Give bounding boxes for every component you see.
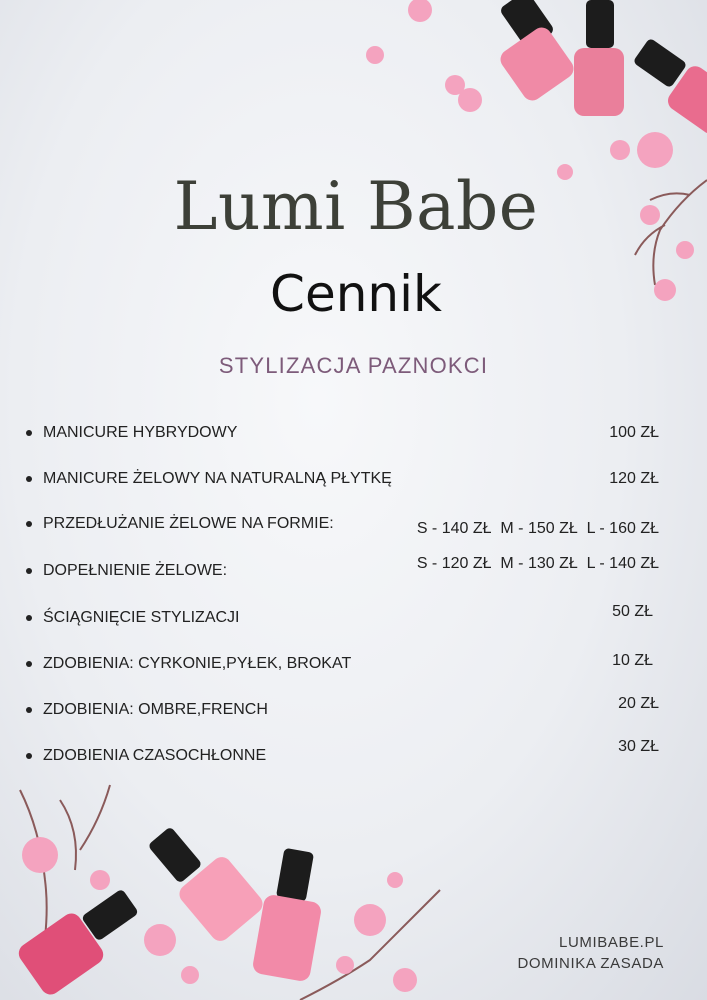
- service-name: ZDOBIENIA CZASOCHŁONNE: [43, 747, 267, 764]
- nail-polish-bottle-icon: [15, 888, 139, 998]
- bottom-left-decoration: [0, 770, 450, 1000]
- brand-title: Lumi Babe: [173, 168, 539, 245]
- list-item: [26, 747, 266, 765]
- list-item: [26, 655, 351, 673]
- service-name: ZDOBIENIA: CYRKONIE,PYŁEK, BROKAT: [43, 655, 352, 672]
- service-name: PRZEDŁUŻANIE ŻELOWE NA FORMIE:: [43, 515, 334, 532]
- top-right-decoration: [360, 0, 707, 310]
- bullet-icon: [26, 661, 32, 667]
- list-item: [26, 701, 268, 719]
- service-price: 30 ZŁ: [618, 738, 659, 755]
- list-item: [26, 562, 227, 580]
- service-price: S - 140 ZŁ M - 150 ZŁ L - 160 ZŁ: [416, 520, 659, 537]
- bullet-icon: [26, 430, 32, 436]
- service-name: ŚCIĄGNIĘCIE STYLIZACJI: [43, 609, 240, 626]
- bullet-icon: [26, 707, 32, 713]
- nail-polish-bottle-icon: [251, 848, 322, 983]
- service-name: DOPEŁNIENIE ŻELOWE:: [43, 562, 228, 579]
- list-item: [26, 609, 239, 627]
- bullet-icon: [26, 521, 32, 527]
- list-item: [26, 515, 334, 533]
- service-name: MANICURE HYBRYDOWY: [43, 424, 238, 441]
- bullet-icon: [26, 568, 32, 574]
- service-price: 20 ZŁ: [618, 695, 659, 712]
- service-name: MANICURE ŻELOWY NA NATURALNĄ PŁYTKĘ: [43, 470, 392, 487]
- service-price: 120 ZŁ: [609, 470, 659, 487]
- service-price: 50 ZŁ: [612, 603, 653, 620]
- footer-owner: DOMINIKA ZASADA: [517, 955, 664, 972]
- bullet-icon: [26, 476, 32, 482]
- list-item: [26, 470, 392, 488]
- service-price: 100 ZŁ: [609, 424, 659, 441]
- bullet-icon: [26, 753, 32, 759]
- nail-polish-bottle-icon: [633, 38, 707, 138]
- nail-polish-bottle-icon: [497, 0, 578, 104]
- service-price: 10 ZŁ: [612, 652, 653, 669]
- footer-website: LUMIBABE.PL: [559, 934, 664, 951]
- bullet-icon: [26, 615, 32, 621]
- nail-polish-bottle-icon: [574, 0, 624, 116]
- service-name: ZDOBIENIA: OMBRE,FRENCH: [43, 701, 268, 718]
- section-title: STYLIZACJA PAZNOKCI: [218, 353, 489, 378]
- page-title: Cennik: [270, 265, 442, 323]
- service-price: S - 120 ZŁ M - 130 ZŁ L - 140 ZŁ: [416, 555, 659, 572]
- list-item: [26, 424, 237, 442]
